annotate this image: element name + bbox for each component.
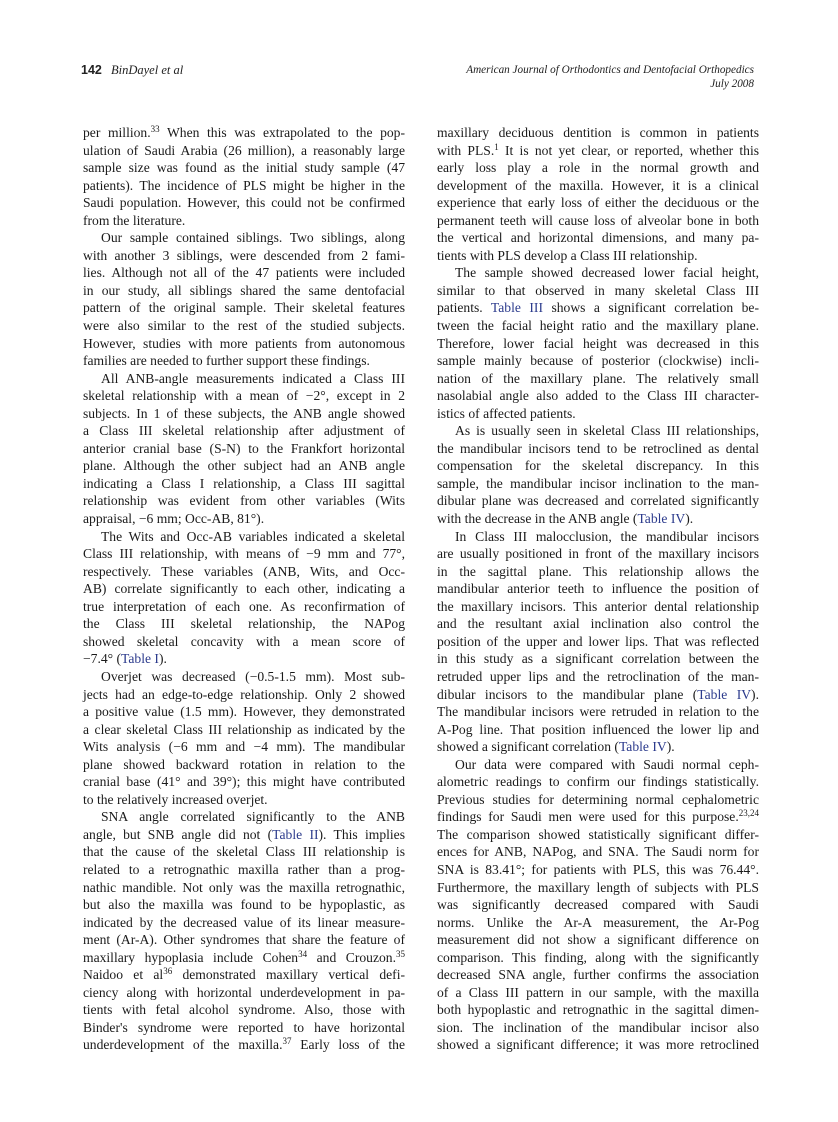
text-line: dibular plane was decreased and correlated significantly: [437, 493, 759, 509]
text-line: the maxillary incisors. This anterior dental relationship: [437, 598, 759, 614]
text-line: related to a retrognathic maxilla rather than a prog-: [83, 861, 405, 877]
text-line: cranial base (41° and 39°); this might have contributed: [83, 774, 405, 790]
text-line: pattern of the original sample. Their skeletal features: [83, 300, 405, 316]
running-author: BinDayel et al: [110, 63, 184, 77]
text-line: with another 3 siblings, were descended from 2 fami-: [83, 247, 405, 263]
text-line: Furthermore, the maxillary length of subjects with PLS: [437, 879, 759, 895]
text-line: lies. Although not all of the 47 patients were included: [83, 265, 405, 281]
citation-superscript: 33: [150, 124, 160, 134]
text-line: ences for ANB, NAPog, and SNA. The Saudi norm for: [437, 844, 759, 860]
text-line: both hypoplastic and retrognathic in the sagittal dimen-: [437, 1002, 759, 1018]
issue-date: July 2008: [710, 78, 754, 90]
text-line: comparison. This finding, along with the significantly: [437, 949, 759, 965]
text-line: ciency along with horizontal underdevelopment in pa-: [83, 984, 405, 1000]
text-line: All ANB-angle measurements indicated a Class III: [101, 370, 405, 386]
text-line: istics of affected patients.: [437, 405, 576, 421]
text-line: are usually positioned in front of the maxillary incisors: [437, 546, 759, 562]
running-head-right: [466, 63, 754, 91]
text-line: tients with fetal alcohol syndrome. Also, those with: [83, 1002, 405, 1018]
text-line: patients). The incidence of PLS might be higher in the: [83, 177, 405, 193]
citation-superscript: 34: [298, 948, 308, 959]
text-line: but also the maxilla was found to be hypoplastic, as: [83, 897, 405, 913]
text-line: However, studies with more patients from autonomous: [83, 335, 405, 351]
text-line: tween the facial height ratio and the maxillary plane.: [437, 318, 759, 334]
table-reference-link[interactable]: Table IV: [618, 739, 667, 755]
text-line: In Class III malocclusion, the mandibular incisors: [455, 528, 759, 544]
text-line: tients with PLS develop a Class III relationship.: [437, 247, 698, 263]
text-line: in this study as a significant correlation between the: [437, 651, 759, 667]
text-line: compensation for the skeletal discrepancy. In this: [437, 458, 759, 474]
text-line: AB) correlate significantly to each other, indicating a: [83, 581, 405, 597]
text-line: early loss play a role in the normal growth and: [437, 160, 759, 176]
text-line: ulation of Saudi Arabia (26 million), a reasonably large: [83, 142, 405, 158]
text-line: dibular incisors to the mandibular plane (Table IV).: [437, 686, 759, 702]
text-line: Wits analysis (−6 mm and −4 mm). The mandibular: [83, 739, 405, 755]
text-line: SNA angle correlated significantly to the ANB: [101, 809, 405, 825]
text-line: that the cause of the skeletal Class III relationship is: [83, 844, 405, 860]
text-line: A-Pog line. That position influenced the lower lip and: [437, 721, 759, 737]
text-line: The comparison showed statistically significant differ-: [437, 826, 759, 842]
text-line: The Wits and Occ-AB variables indicated a skeletal: [101, 528, 405, 544]
text-line: experience that early loss of either the deciduous or the: [437, 195, 759, 211]
left-column: [83, 124, 405, 1054]
text-line: a clear skeletal Class III relationship as indicated by the: [83, 721, 405, 737]
text-line: The sample showed decreased lower facial height,: [455, 265, 759, 281]
text-line: with PLS.$^1$ It is not yet clear, or reported, whether this: [437, 141, 760, 158]
text-line: retruded upper lips and the retroclination of the man-: [437, 668, 759, 684]
text-line: per million.$^{33}$ When this was extrapolated to the pop-: [83, 124, 405, 140]
table-reference-link[interactable]: Table III: [490, 300, 543, 316]
text-line: plane. Although the other subject had an ANB angle: [83, 458, 405, 474]
text-line: sion. The inclination of the mandibular incisor also: [437, 1019, 759, 1035]
text-line: with the decrease in the ANB angle (Table IV).: [437, 511, 694, 527]
text-line: indicating a Class I relationship, a Class III sagittal: [83, 475, 405, 491]
right-column: [437, 124, 759, 1054]
text-line: showed skeletal concavity with a mean score of: [83, 633, 405, 649]
text-line: a Class III skeletal relationship after adjustment of: [83, 423, 405, 439]
text-line: measurement did not show a significant difference on: [437, 932, 759, 948]
citation-superscript: 37: [282, 1036, 292, 1047]
text-line: relationship was evident from other variables (Wits: [83, 493, 405, 509]
text-line: indicated by the decreased value of its linear measure-: [83, 914, 405, 930]
text-line: findings for Saudi men were used for this purpose.$^{23,24}$: [437, 808, 759, 825]
text-line: nasolabial angle also added to the Class III character-: [437, 388, 759, 404]
text-line: Our data were compared with Saudi normal ceph-: [455, 756, 759, 772]
running-head-left: [81, 63, 183, 78]
table-reference-link[interactable]: Table I: [121, 651, 159, 667]
text-line: anterior cranial base (S-N) to the Frankfort horizontal: [83, 440, 405, 456]
text-line: alometric readings to confirm our findings statistically.: [437, 774, 759, 790]
text-line: maxillary hypoplasia include Cohen$^{34}$ and Crouzon.$^{35}$: [83, 948, 405, 965]
text-line: The mandibular incisors were retruded in relation to the: [437, 704, 759, 720]
text-line: mandibular anterior teeth to influence the position of: [437, 581, 759, 597]
text-line: norms. Unlike the Ar-A measurement, the Ar-Pog: [437, 914, 759, 930]
text-line: true interpretation of each one. As reconfirmation of: [83, 598, 405, 614]
text-line: jects had an edge-to-edge relationship. Only 2 showed: [83, 686, 405, 702]
text-line: ment (Ar-A). Other syndromes that share the feature of: [83, 932, 405, 948]
citation-superscript: 23,24: [738, 808, 759, 819]
table-reference-link[interactable]: Table II: [272, 826, 319, 842]
text-line: Class III relationship, with means of −9 mm and 77°,: [83, 546, 405, 562]
text-line: in the sagittal plane. This relationship allows the: [437, 563, 759, 579]
text-line: SNA is 83.41°; for patients with PLS, this was 76.44°.: [437, 861, 759, 877]
text-line: Previous studies for determining normal cephalometric: [437, 791, 759, 807]
text-line: appraisal, −6 mm; Occ-AB, 81°).: [83, 511, 265, 527]
text-line: Naidoo et $al^{36}$ demonstrated maxillary vertical defi-: [83, 966, 406, 983]
text-line: from the literature.: [83, 212, 186, 228]
journal-title: American Journal of Orthodontics and Dentofacial Orthopedics: [466, 64, 754, 76]
text-line: permanent teeth will cause loss of alveolar bone in both: [437, 212, 759, 228]
text-line: showed a significant difference; it was more retroclined: [437, 1037, 759, 1053]
text-line: angle, but SNB angle did not (Table II). This implies: [83, 826, 406, 842]
citation-superscript: 36: [163, 966, 173, 977]
text-line: development of the maxilla. However, it is a clinical: [437, 177, 759, 193]
text-line: and the resultant axial inclination also control the: [437, 616, 759, 632]
text-line: the vertical and horizontal dimensions, and many pa-: [437, 230, 759, 246]
text-line: nathic mandible. Not only was the maxilla retrognathic,: [83, 879, 405, 895]
text-line: respectively. These variables (ANB, Wits, and Occ-: [83, 563, 405, 579]
text-line: sample size was found as the initial study sample (47: [83, 160, 405, 176]
text-line: Binder's syndrome were reported to have horizontal: [83, 1019, 405, 1035]
text-line: patients. Table III shows a significant correlation be-: [437, 300, 759, 316]
text-line: Therefore, lower facial height was decreased in this: [437, 335, 759, 351]
citation-superscript: 1: [494, 141, 499, 152]
text-line: in our study, all siblings shared the same dentofacial: [83, 282, 405, 298]
text-line: families are needed to further support these findings.: [83, 353, 370, 369]
text-line: As is usually seen in skeletal Class III relationships,: [455, 423, 759, 439]
text-line: the Class III skeletal relationship, the NAPog: [83, 616, 405, 632]
text-line: Overjet was decreased (−0.5-1.5 mm). Most sub-: [101, 668, 405, 684]
text-line: showed a significant correlation (Table IV).: [437, 739, 675, 755]
text-line: of a Class III pattern in our sample, with the maxilla: [437, 984, 759, 1000]
table-reference-link[interactable]: Table IV: [637, 511, 686, 527]
text-line: Saudi population. However, this could not be confirmed: [83, 195, 405, 211]
text-line: maxillary deciduous dentition is common in patients: [437, 125, 759, 140]
text-line: subjects. In 1 of these subjects, the ANB angle showed: [83, 405, 405, 421]
citation-superscript: 35: [396, 948, 405, 959]
text-line: skeletal relationship with a mean of −2°, except in 2: [83, 388, 405, 404]
text-line: a positive value (1.5 mm). However, they demonstrated: [83, 704, 405, 720]
page-number: 142: [81, 63, 102, 77]
text-line: underdevelopment of the maxilla.$^{37}$ Early loss of the: [83, 1036, 405, 1053]
text-line: −7.4° (Table I).: [83, 651, 167, 667]
text-line: sample mainly because of posterior (clockwise) incli-: [437, 353, 759, 369]
text-line: nation of the maxillary plane. The relatively small: [437, 370, 759, 386]
text-line: plane showed backward rotation in relation to the: [83, 756, 405, 772]
text-line: Our sample contained siblings. Two siblings, along: [101, 230, 405, 246]
text-line: was significantly decreased compared with Saudi: [437, 897, 759, 913]
text-line: sample, the mandibular incisor inclination to the man-: [437, 475, 759, 491]
text-line: decreased SNA angle, further confirms the association: [437, 967, 759, 983]
text-line: were also similar to the rest of the studied subjects.: [83, 318, 405, 334]
text-line: the mandibular incisors tend to be retroclined as dental: [437, 440, 759, 456]
text-line: position of the upper and lower lips. That was reflected: [437, 633, 759, 649]
table-reference-link[interactable]: Table IV: [697, 686, 752, 702]
text-line: to the relatively increased overjet.: [83, 791, 268, 807]
text-line: similar to that observed in many skeletal Class III: [437, 282, 759, 298]
